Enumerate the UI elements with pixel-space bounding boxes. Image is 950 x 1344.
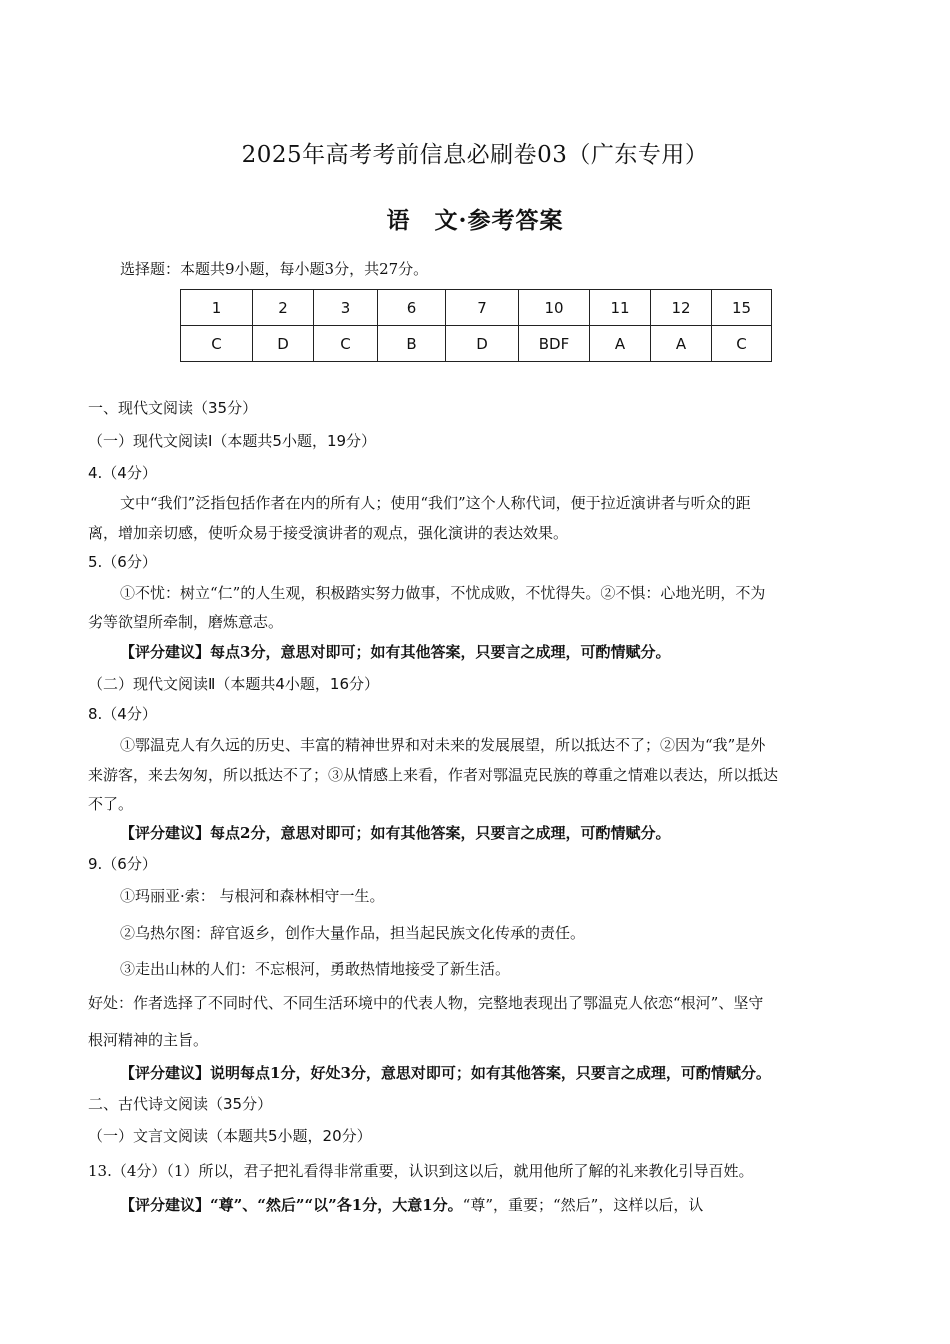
section-heading: 一、现代文阅读（35分）	[88, 399, 258, 417]
answer-cell: C	[181, 326, 253, 362]
answer-cell: D	[253, 326, 314, 362]
question-number: 6	[378, 290, 446, 326]
answer-table	[180, 289, 772, 362]
scoring-note-detail: “尊”，重要；“然后”，这样以后，认	[462, 1196, 704, 1214]
subsection-heading: （二）现代文阅读Ⅱ（本题共4小题，16分）	[88, 675, 380, 693]
question-label: 8.（4分）	[88, 705, 157, 723]
answer-text: 好处：作者选择了不同时代、不同生活环境中的代表人物，完整地表现出了鄂温克人依恋“根河”、坚守	[88, 994, 764, 1012]
scoring-note	[120, 1194, 703, 1215]
scoring-note: 【评分建议】说明每点1分，好处3分，意思对即可；如有其他答案，只要言之成理，可酌情赋分。	[120, 1064, 771, 1082]
answer-text: ②乌热尔图：辞官返乡，创作大量作品，担当起民族文化传承的责任。	[120, 924, 586, 942]
question-label: 9.（6分）	[88, 855, 157, 873]
answer-text: 13.（4分）（1）所以，君子把礼看得非常重要，认识到这以后，就用他所了解的礼来教化引导百姓。	[88, 1162, 754, 1180]
table-row-answers	[181, 326, 772, 362]
table-row-questions	[181, 290, 772, 326]
answer-text: ①不忧：树立“仁”的人生观，积极踏实努力做事，不忧成败，不忧得失。②不惧：心地光明，不为	[120, 584, 766, 602]
choice-intro: 选择题：本题共9小题，每小题3分，共27分。	[120, 260, 429, 278]
question-number: 15	[712, 290, 772, 326]
question-number: 10	[519, 290, 590, 326]
answer-cell: B	[378, 326, 446, 362]
answer-cell: A	[651, 326, 712, 362]
question-label: 4.（4分）	[88, 464, 157, 482]
answer-text: 来游客，来去匆匆，所以抵达不了；③从情感上来看，作者对鄂温克民族的尊重之情难以表达，所以抵达	[88, 766, 779, 784]
answer-text: 不了。	[88, 795, 134, 813]
question-number: 12	[651, 290, 712, 326]
answer-text: 根河精神的主旨。	[88, 1031, 209, 1049]
question-number: 3	[314, 290, 378, 326]
question-number: 11	[590, 290, 651, 326]
answer-text: 文中“我们”泛指包括作者在内的所有人；使用“我们”这个人称代词，便于拉近演讲者与听众的距	[120, 494, 751, 512]
question-number: 7	[446, 290, 519, 326]
section-heading: 二、古代诗文阅读（35分）	[88, 1095, 273, 1113]
answer-text: 劣等欲望所牵制，磨炼意志。	[88, 613, 284, 631]
document-subtitle: 语 文·参考答案	[386, 207, 564, 234]
answer-cell: A	[590, 326, 651, 362]
subsection-heading: （一）文言文阅读（本题共5小题，20分）	[88, 1127, 372, 1145]
answer-cell: BDF	[519, 326, 590, 362]
question-label: 5.（6分）	[88, 553, 157, 571]
subsection-heading: （一）现代文阅读Ⅰ（本题共5小题，19分）	[88, 432, 377, 450]
question-number: 2	[253, 290, 314, 326]
answer-cell: D	[446, 326, 519, 362]
scoring-note: 【评分建议】每点2分，意思对即可；如有其他答案，只要言之成理，可酌情赋分。	[120, 824, 671, 842]
answer-text: ①玛丽亚·索： 与根河和森林相守一生。	[120, 887, 385, 905]
document-title: 2025年高考考前信息必刷卷03（广东专用）	[241, 142, 709, 168]
answer-text: 离，增加亲切感，使听众易于接受演讲者的观点，强化演讲的表达效果。	[88, 524, 569, 542]
answer-cell: C	[314, 326, 378, 362]
scoring-note: 【评分建议】每点3分，意思对即可；如有其他答案，只要言之成理，可酌情赋分。	[120, 643, 671, 661]
question-number: 1	[181, 290, 253, 326]
answer-text: ③走出山林的人们：不忘根河，勇敢热情地接受了新生活。	[120, 960, 511, 978]
answer-cell: C	[712, 326, 772, 362]
answer-text: ①鄂温克人有久远的历史、丰富的精神世界和对未来的发展展望，所以抵达不了；②因为“我”是外	[120, 736, 766, 754]
scoring-note-bold: 【评分建议】“尊”、“然后”“以”各1分，大意1分。	[120, 1196, 463, 1214]
